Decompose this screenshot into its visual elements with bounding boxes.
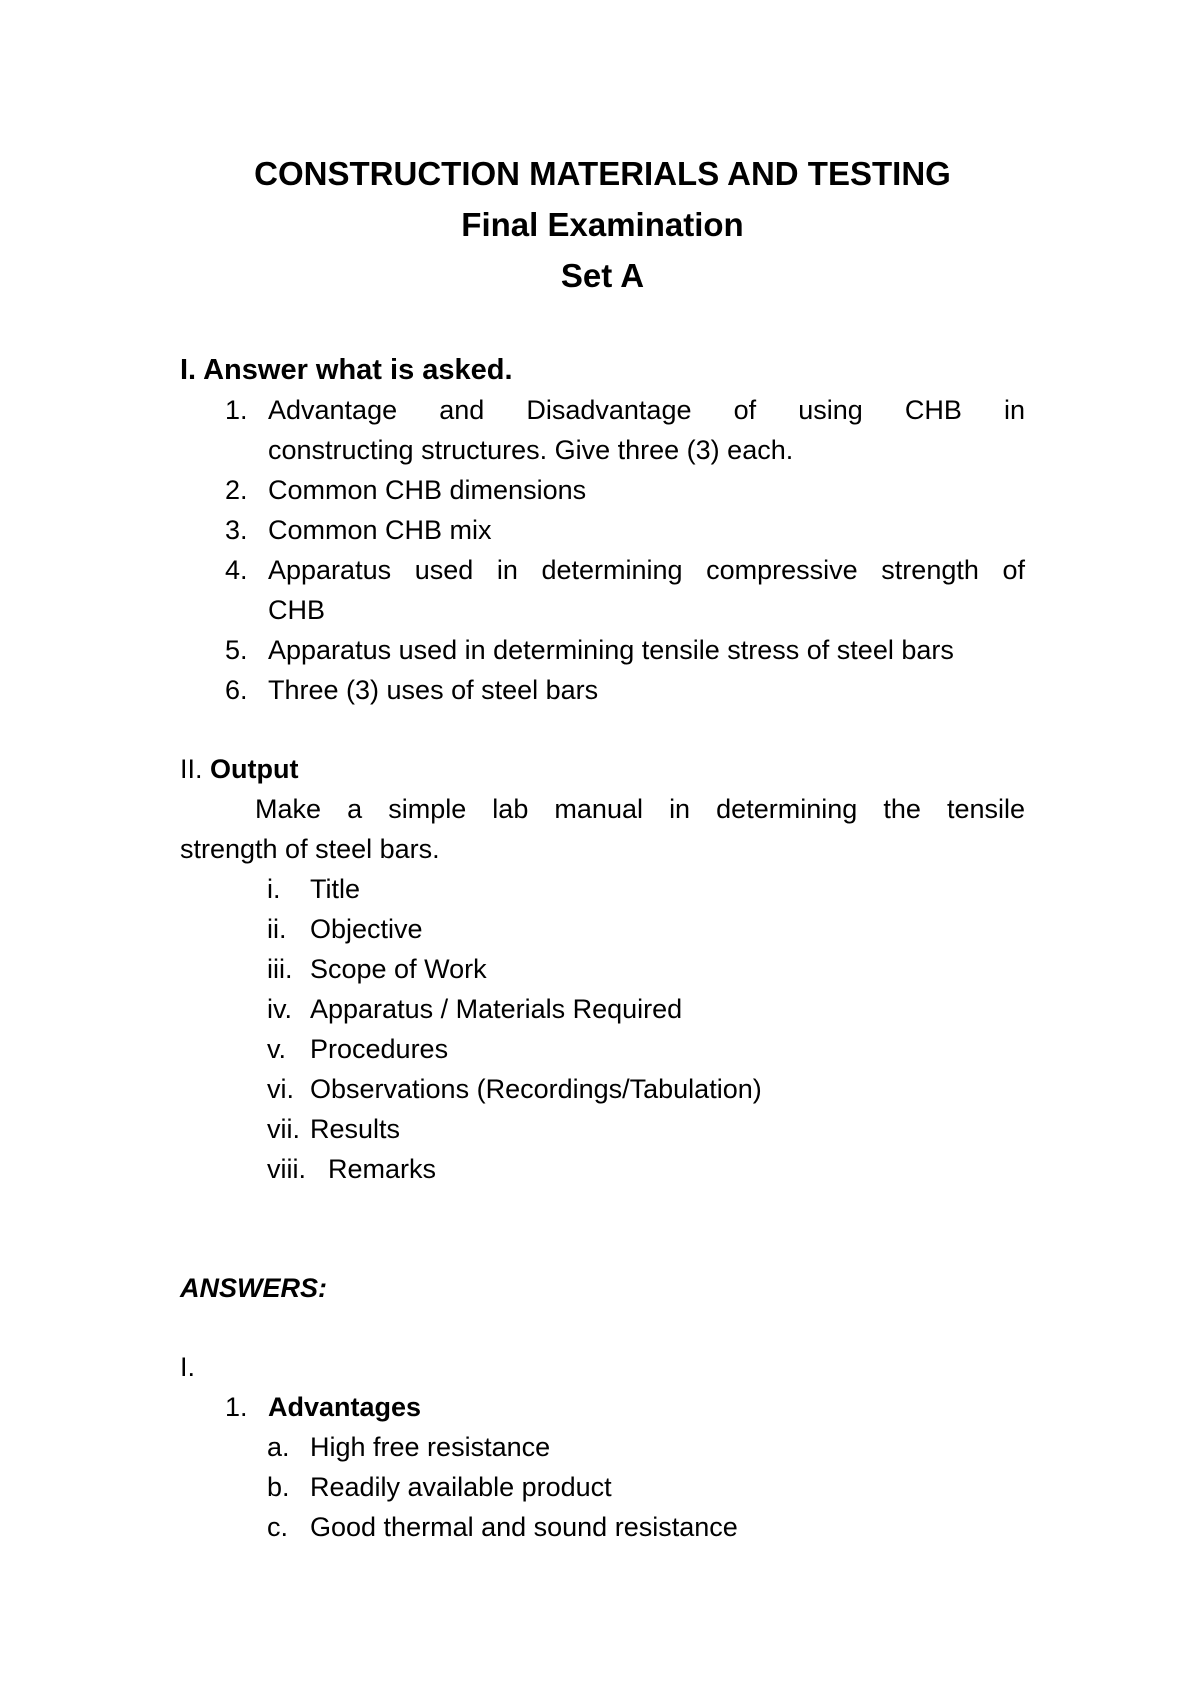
list-item-text: Results bbox=[310, 1114, 401, 1144]
lab-manual-parts-list bbox=[180, 869, 1025, 1189]
question-number: 3. bbox=[225, 515, 248, 545]
list-item-text: Procedures bbox=[310, 1034, 449, 1064]
course-title: CONSTRUCTION MATERIALS AND TESTING bbox=[254, 155, 951, 192]
list-item bbox=[180, 1427, 1025, 1467]
list-item bbox=[180, 989, 1025, 1029]
exam-set: Set A bbox=[560, 257, 645, 294]
question-number: 5. bbox=[225, 635, 248, 665]
list-item bbox=[180, 1109, 1025, 1149]
list-item-text: Good thermal and sound resistance bbox=[310, 1512, 738, 1542]
list-item bbox=[180, 1149, 1025, 1189]
list-marker: v. bbox=[267, 1034, 286, 1064]
answers-heading: ANSWERS: bbox=[180, 1273, 327, 1303]
list-marker: vi. bbox=[267, 1074, 294, 1104]
list-marker: a. bbox=[267, 1432, 290, 1462]
question-text: Common CHB mix bbox=[268, 515, 492, 545]
answer-title: Advantages bbox=[268, 1392, 422, 1422]
question-text-line: CHB bbox=[268, 595, 326, 625]
answers-list bbox=[180, 1387, 1025, 1427]
list-item-text: Scope of Work bbox=[310, 954, 487, 984]
advantages-list bbox=[180, 1427, 1025, 1547]
question-text-line: Advantage and Disadvantage of using CHB in bbox=[268, 395, 1025, 425]
list-marker: b. bbox=[267, 1472, 290, 1502]
list-marker: iv. bbox=[267, 994, 292, 1024]
question-item bbox=[180, 550, 1025, 630]
question-item bbox=[180, 470, 1025, 510]
list-item-text: Title bbox=[310, 874, 361, 904]
exam-title: Final Examination bbox=[461, 206, 744, 243]
question-text: Three (3) uses of steel bars bbox=[268, 675, 599, 705]
document-title-block bbox=[180, 148, 1025, 301]
question-number: 4. bbox=[225, 555, 248, 585]
question-text: Apparatus used in determining tensile stress of steel bars bbox=[268, 635, 954, 665]
part2-instructions bbox=[180, 789, 1025, 869]
list-marker: ii. bbox=[267, 914, 287, 944]
question-item bbox=[180, 510, 1025, 550]
question-number: 1. bbox=[225, 395, 248, 425]
list-item bbox=[180, 949, 1025, 989]
part1-question-list bbox=[180, 390, 1025, 710]
list-marker: viii. bbox=[267, 1154, 306, 1184]
question-item bbox=[180, 630, 1025, 670]
list-marker: iii. bbox=[267, 954, 293, 984]
list-item-text: Observations (Recordings/Tabulation) bbox=[310, 1074, 762, 1104]
list-item-text: Apparatus / Materials Required bbox=[310, 994, 683, 1024]
list-item bbox=[180, 1507, 1025, 1547]
instruction-line: Make a simple lab manual in determining the tensile bbox=[255, 794, 1025, 824]
question-number: 6. bbox=[225, 675, 248, 705]
part2-heading-label: Output bbox=[210, 754, 299, 784]
list-item bbox=[180, 909, 1025, 949]
list-item-text: Remarks bbox=[328, 1154, 437, 1184]
list-item bbox=[180, 1467, 1025, 1507]
list-item-text: Objective bbox=[310, 914, 423, 944]
question-text-line: constructing structures. Give three (3) each. bbox=[268, 435, 794, 465]
answer-number: 1. bbox=[225, 1392, 248, 1422]
list-item bbox=[180, 869, 1025, 909]
list-item-text: High free resistance bbox=[310, 1432, 551, 1462]
answers-section-label: I. bbox=[180, 1352, 196, 1382]
list-item-text: Readily available product bbox=[310, 1472, 612, 1502]
question-text: Common CHB dimensions bbox=[268, 475, 587, 505]
document-content bbox=[180, 148, 1025, 1547]
question-text-line: Apparatus used in determining compressive strength of bbox=[268, 555, 1025, 585]
list-item bbox=[180, 1029, 1025, 1069]
list-marker: vii. bbox=[267, 1114, 300, 1144]
question-item bbox=[180, 670, 1025, 710]
list-item bbox=[180, 1069, 1025, 1109]
part1-heading: I. Answer what is asked. bbox=[180, 354, 513, 386]
question-number: 2. bbox=[225, 475, 248, 505]
list-marker: c. bbox=[267, 1512, 289, 1542]
list-marker: i. bbox=[267, 874, 281, 904]
instruction-line: strength of steel bars. bbox=[180, 834, 440, 864]
part2-heading bbox=[180, 749, 1025, 789]
part2-heading-number: II. bbox=[180, 754, 211, 784]
answer-item bbox=[180, 1387, 1025, 1427]
question-item bbox=[180, 390, 1025, 470]
